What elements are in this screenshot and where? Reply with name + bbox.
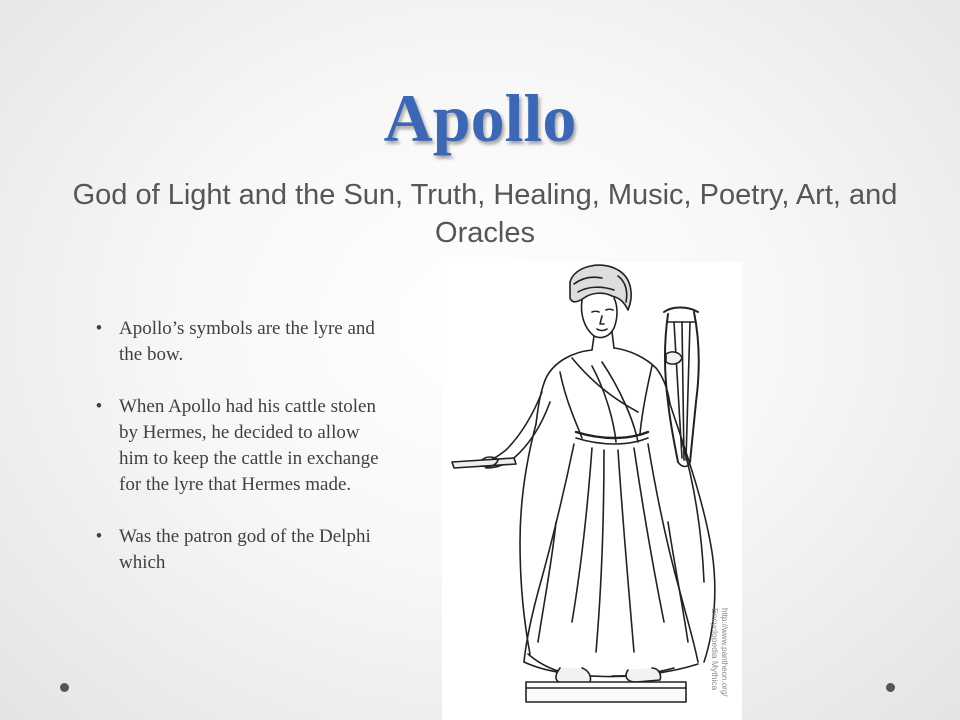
bullet-item [92,524,392,576]
watermark-line-1: Encyclopedia Mythica [710,608,720,691]
bullet-list [92,316,392,602]
bullet-dot-icon: • [95,318,103,339]
watermark-line-2: http://www.pantheon.org/ [720,608,729,697]
bullet-dot-icon: • [95,396,103,417]
image-watermark [700,604,734,714]
bullet-text: Was the patron god of the Delphi which [119,526,371,573]
bullet-text: When Apollo had his cattle stolen by Hermes, he decided to allow him to keep the cattle in exchange for the lyre that Hermes made. [119,396,379,495]
bullet-dot-icon: • [95,526,103,547]
decorative-dot-right [886,683,895,692]
apollo-statue-drawing [442,262,742,720]
bullet-item [92,316,392,368]
bullet-item [92,394,392,498]
apollo-statue-image [442,262,742,720]
bullet-text: Apollo’s symbols are the lyre and the bow. [119,318,375,365]
decorative-dot-left [60,683,69,692]
slide-subtitle: God of Light and the Sun, Truth, Healing, Music, Poetry, Art, and Oracles [72,179,898,249]
slide-title: Apollo [383,80,577,156]
